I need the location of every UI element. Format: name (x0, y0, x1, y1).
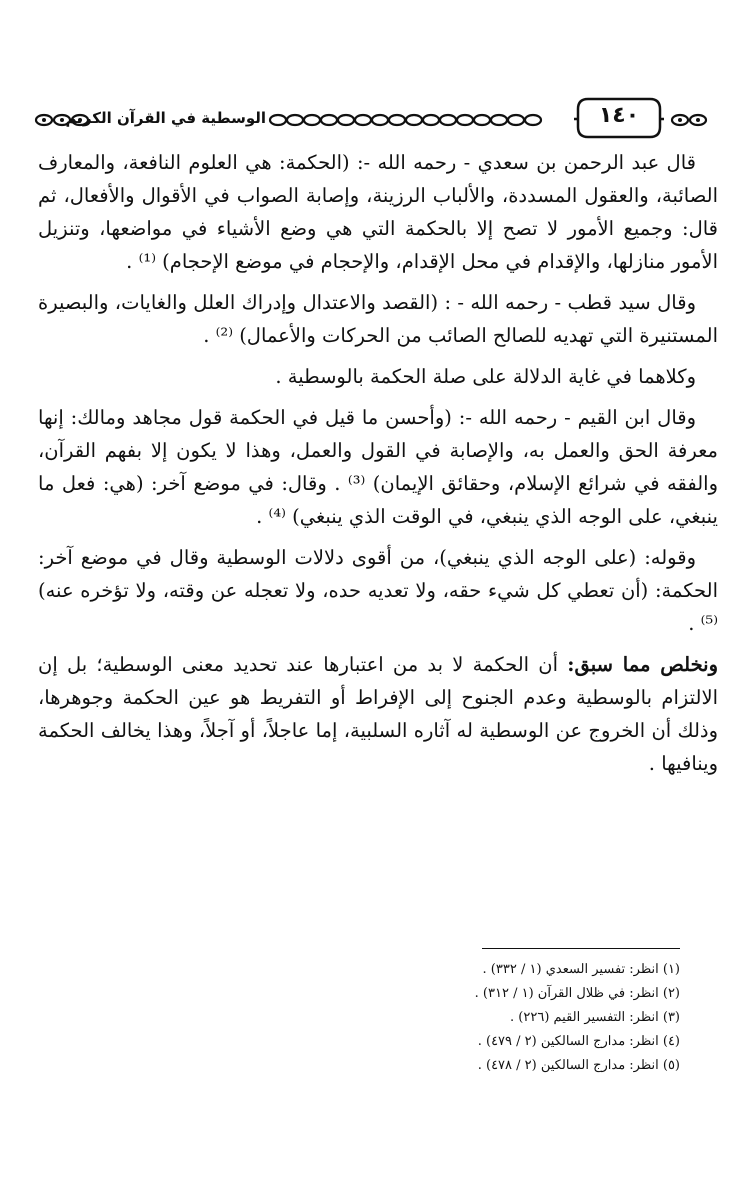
footnote-5: (٥) انظر: مدارج السالكين (٢ / ٤٧٨) . (477, 1058, 680, 1073)
footnote-3: (٣) انظر: التفسير القيم (٢٢٦) . (510, 1010, 680, 1025)
paragraph-saadi: قال عبد الرحمن بن سعدي - رحمه الله -: (الحكمة: هي العلوم النافعة، والمعارف الصائبة، والعقول المسددة، والألباب الرزينة، وإصابة الصواب في الأقوال والأفعال، ثم قال: وجميع الأمور لا تصح إلا بالحكمة التي هي وضع الأشياء في مواضعها، وتنزيل الأمور منازلها، والإقدام في محل الإقدام، والإحجام في موضع الإحجام) ⁽¹⁾ . (38, 151, 718, 273)
paragraph-qutb: وقال سيد قطب - رحمه الله - : (القصد والاعتدال وإدراك العلل والغايات، والبصيرة المستنيرة التي تهديه للصالح الصائب من الحركات والأعمال) ⁽²⁾ . (38, 291, 718, 347)
paragraph-ibn-qayyim: وقال ابن القيم - رحمه الله -: (وأحسن ما قيل في الحكمة قول مجاهد ومالك: إنها معرفة الحق والعمل به، والإصابة في القول والعمل، وهذا لا يكون إلا بفهم القرآن، والفقه في شرائع الإسلام، وحقائق الإيمان) ⁽³⁾ . وقال: في موضع آخر: (هي: فعل ما ينبغي، على الوجه الذي ينبغي، في الوقت الذي ينبغي) ⁽⁴⁾ . (38, 406, 719, 528)
main-text (38, 146, 718, 788)
footnote-4: (٤) انظر: مدارج السالكين (٢ / ٤٧٩) . (477, 1034, 680, 1049)
ornament-chain-right (670, 113, 710, 127)
footnotes (240, 958, 680, 1078)
paragraph-both: وكلاهما في غاية الدلالة على صلة الحكمة بالوسطية . (275, 365, 696, 388)
running-header (28, 95, 718, 145)
conclusion-lead: ونخلص مما سبق: (567, 653, 718, 676)
book-title: الوسطية في القرآن الكريم (65, 109, 266, 127)
footnote-1: (١) انظر: تفسير السعدي (١ / ٣٣٢) . (482, 962, 680, 977)
page-number: ١٤٠ (598, 103, 640, 128)
footnote-2: (٢) انظر: في ظلال القرآن (١ / ٣١٢) . (474, 986, 680, 1001)
footnote-separator (482, 948, 680, 949)
ornament-chain-middle (268, 113, 553, 127)
paragraph-conclusion (38, 648, 718, 780)
conclusion-text: أن الحكمة لا بد من اعتبارها عند تحديد معنى الوسطية؛ بل إن الالتزام بالوسطية وعدم الجنوح إلى الإفراط أو التفريط هو عين الحكمة وجوهرها، وذلك أن الخروج عن الوسطية له آثاره السلبية، إما عاجلاً، أو آجلاً، وهذا يخالف الحكمة وينافيها . (38, 653, 718, 775)
paragraph-quote: وقوله: (على الوجه الذي ينبغي)، من أقوى دلالات الوسطية وقال في موضع آخر: الحكمة: (أن تعطي كل شيء حقه، ولا تعديه حده، ولا تعجله عن وقته، ولا تؤخره عنه) ⁽⁵⁾ . (38, 546, 718, 635)
